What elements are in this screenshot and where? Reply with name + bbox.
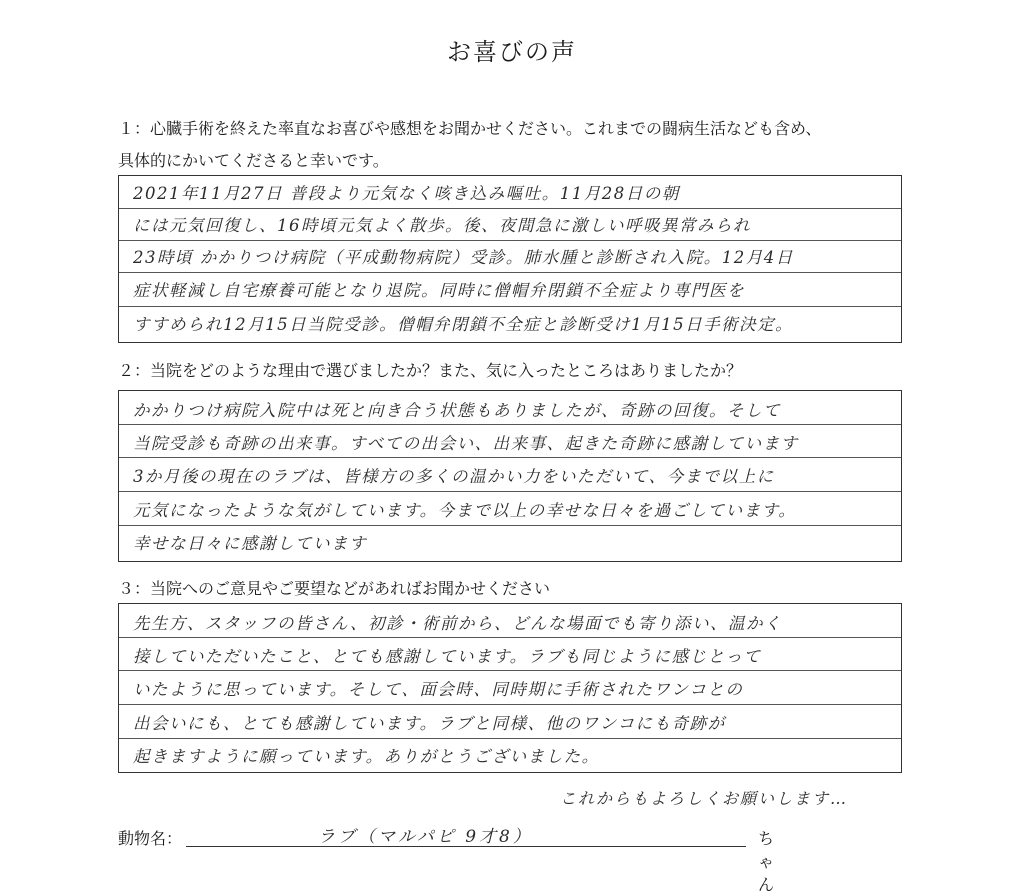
answer-1-box — [118, 175, 902, 343]
answer-1-text: には元気回復し、16時頃元気よく散歩。後、夜間急に激しい呼吸異常みられ — [133, 216, 751, 235]
answer-1-text: 23時頃 かかりつけ病院（平成動物病院）受診。肺水腫と診断され入院。12月4日 — [133, 248, 794, 267]
ruled-line — [119, 424, 901, 425]
ruled-line — [119, 738, 901, 739]
answer-3-text: 接していただいたこと、とても感謝しています。ラブも同じように感じとって — [133, 647, 762, 666]
ruled-line — [119, 457, 901, 458]
answer-1-text: 症状軽減し自宅療養可能となり退院。同時に僧帽弁閉鎖不全症より専門医を — [133, 281, 745, 300]
answer-2-text: 3か月後の現在のラブは、皆様方の多くの温かい力をいただいて、今まで以上に — [133, 467, 775, 486]
question-3: ３：当院へのご意見やご要望などがあればお聞かせください — [118, 579, 551, 598]
question-2: ２：当院をどのような理由で選びましたか？また、気に入ったところはありましたか？ — [118, 361, 743, 380]
answer-2-text: 元気になったような気がしています。今まで以上の幸せな日々を過ごしています。 — [133, 501, 797, 520]
ruled-line — [119, 491, 901, 492]
page-title: お喜びの声 — [447, 38, 577, 66]
answer-2-text: 幸せな日々に感謝しています — [133, 534, 367, 553]
answer-3-text: 出会いにも、とても感謝しています。ラブと同様、他のワンコにも奇跡が — [133, 714, 726, 733]
ruled-line — [119, 306, 901, 307]
ruled-line — [119, 525, 901, 526]
ruled-line — [119, 240, 901, 241]
ruled-line — [119, 704, 901, 705]
answer-3-box — [118, 603, 902, 773]
answer-1-text: 2021年11月27日 普段より元気なく咳き込み嘔吐。11月28日の朝 — [133, 184, 680, 203]
answer-1-text: すすめられ12月15日当院受診。僧帽弁閉鎖不全症と診断受け1月15日手術決定。 — [133, 315, 794, 334]
answer-3-text: 起きますように願っています。ありがとうございました。 — [133, 747, 600, 766]
closing-remark: これからもよろしくお願いします… — [560, 789, 849, 808]
pet-name-label: 動物名： — [118, 829, 183, 848]
ruled-line — [119, 637, 901, 638]
ruled-line — [119, 272, 901, 273]
answer-2-text: かかりつけ病院入院中は死と向き合う状態もありましたが、奇跡の回復。そして — [133, 401, 781, 420]
pet-name-value: ラブ（マルパピ 9才8） — [318, 827, 533, 847]
pet-name-suffix: ちゃん — [758, 829, 775, 894]
question-1 — [118, 116, 821, 174]
question-1-line-1: １：心臓手術を終えた率直なお喜びや感想をお聞かせください。これまでの闘病生活なども含め、 — [118, 119, 822, 138]
answer-2-box — [118, 390, 902, 562]
answer-3-text: 先生方、スタッフの皆さん、初診・術前から、どんな場面でも寄り添い、温かく — [133, 614, 782, 633]
question-1-line-2: 具体的にかいてくださると幸いです。 — [118, 151, 389, 170]
answer-3-text: いたように思っています。そして、面会時、同時期に手術されたワンコとの — [133, 680, 744, 699]
answer-2-text: 当院受診も奇跡の出来事。すべての出会い、出来事、起きた奇跡に感謝しています — [133, 434, 799, 453]
ruled-line — [119, 670, 901, 671]
ruled-line — [119, 208, 901, 209]
pet-name-row — [118, 822, 775, 894]
